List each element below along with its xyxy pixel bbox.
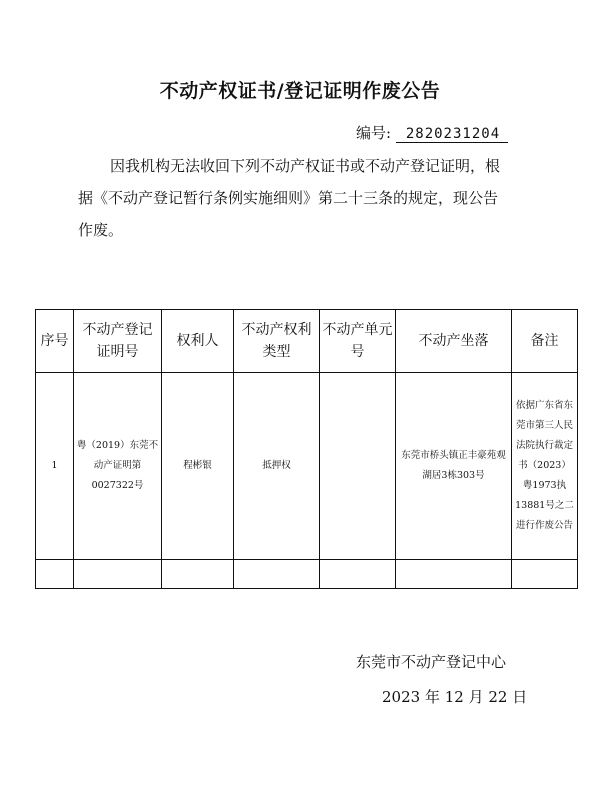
empty-cell: [36, 560, 74, 589]
empty-cell: [234, 560, 320, 589]
body-line-3: 作废。: [78, 221, 124, 239]
invalidation-table: [35, 309, 578, 589]
empty-cell: [396, 560, 512, 589]
header-unit-no: 不动产单元号: [320, 310, 396, 373]
table-row-empty: [36, 560, 578, 589]
cell-right-type: 抵押权: [234, 373, 320, 560]
cell-location: 东莞市桥头镇正丰豪苑观湖居3栋303号: [396, 373, 512, 560]
body-line-1: 因我机构无法收回下列不动产权证书或不动产登记证明，根: [110, 157, 501, 175]
document-number-label: 编号:: [356, 124, 392, 142]
header-seq: 序号: [36, 310, 74, 373]
issue-date: 2023 年 12 月 22 日: [382, 688, 528, 706]
body-line-2: 据《不动产登记暂行条例实施细则》第二十三条的规定，现公告: [78, 189, 499, 207]
cell-holder: 程彬银: [162, 373, 234, 560]
table-row: [36, 373, 578, 560]
empty-cell: [320, 560, 396, 589]
page-title: 不动产权证书/登记证明作废公告: [159, 80, 441, 102]
empty-cell: [162, 560, 234, 589]
cell-unit-no: [320, 373, 396, 560]
table-header-row: [36, 310, 578, 373]
header-cert-no: 不动产登记证明号: [74, 310, 162, 373]
document-number: [356, 122, 508, 143]
document-number-value: 2820231204: [396, 126, 508, 143]
announcement-body: [78, 150, 564, 246]
header-holder: 权利人: [162, 310, 234, 373]
header-location: 不动产坐落: [396, 310, 512, 373]
header-remark: 备注: [512, 310, 578, 373]
cell-cert-no: 粤（2019）东莞不动产证明第0027322号: [74, 373, 162, 560]
empty-cell: [512, 560, 578, 589]
issuing-organization: 东莞市不动产登记中心: [356, 653, 507, 671]
header-right-type: 不动产权利类型: [234, 310, 320, 373]
cell-seq: 1: [36, 373, 74, 560]
empty-cell: [74, 560, 162, 589]
cell-remark: 依据广东省东莞市第三人民法院执行裁定书（2023）粤1973执13881号之二进行作废公告: [512, 373, 578, 560]
